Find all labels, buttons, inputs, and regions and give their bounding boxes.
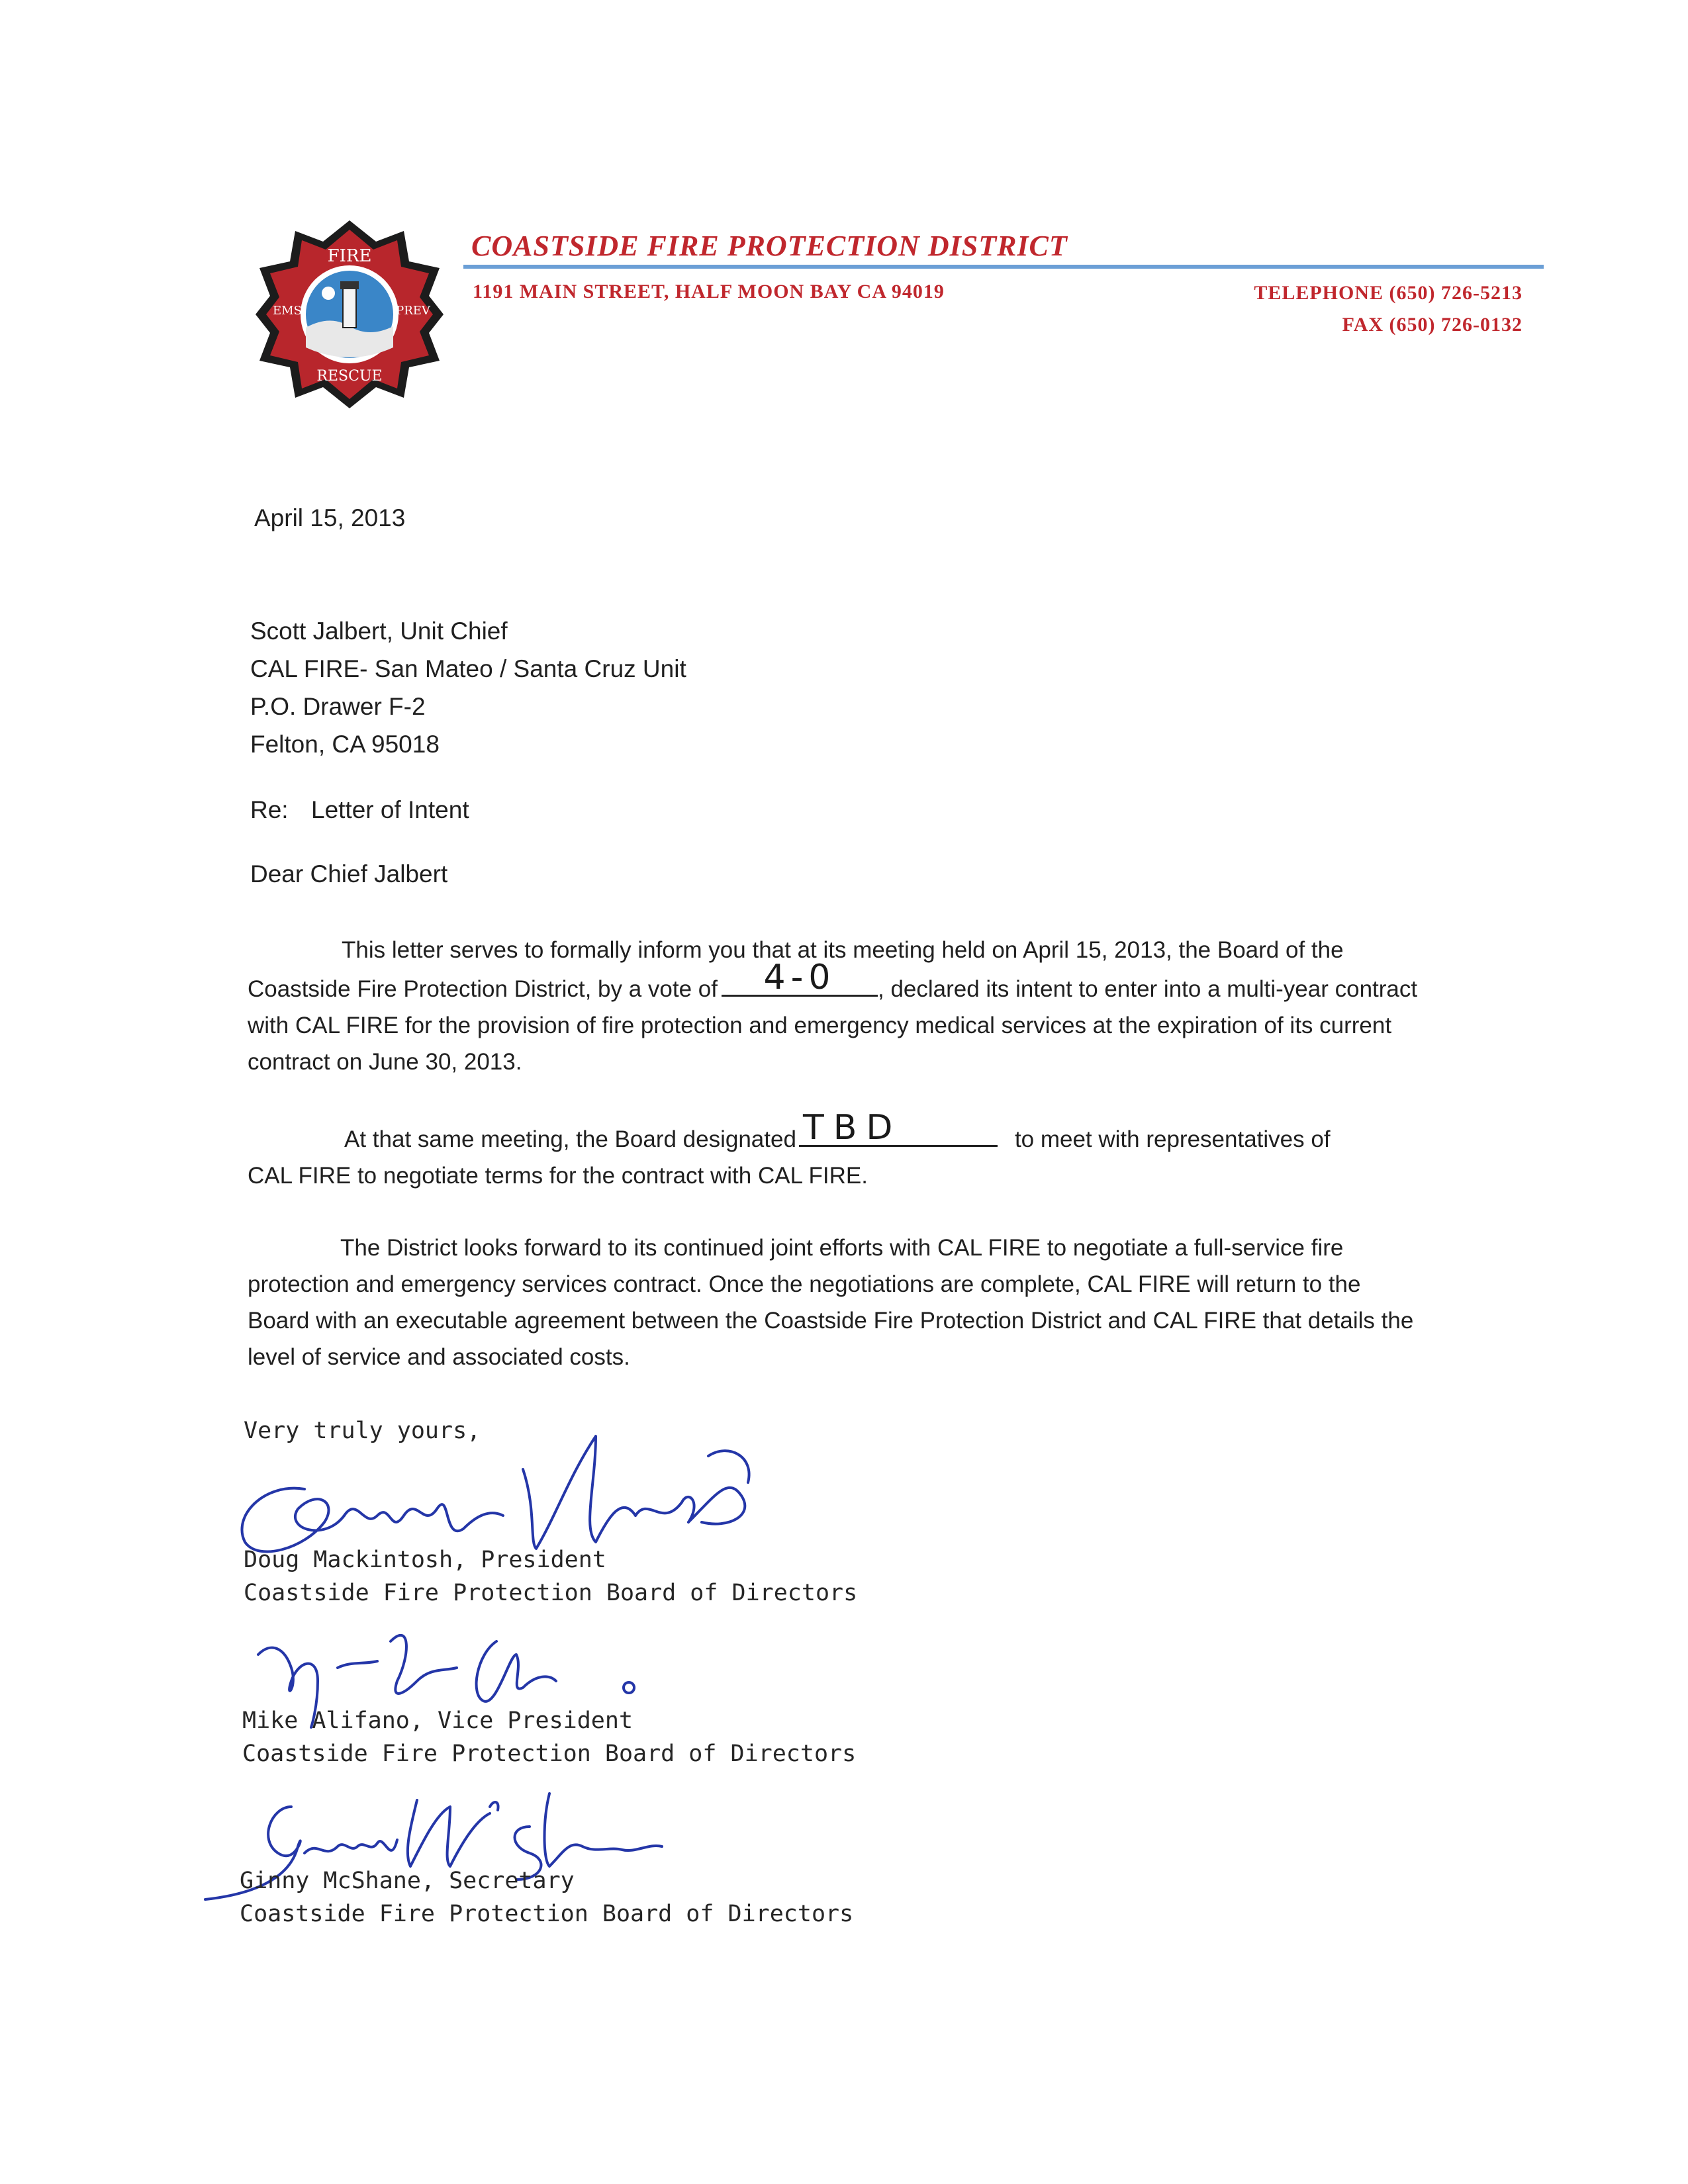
recipient-line-3: P.O. Drawer F-2 — [250, 693, 426, 720]
letterhead-address: 1191 MAIN STREET, HALF MOON BAY CA 94019 — [473, 281, 945, 302]
letter-date: April 15, 2013 — [254, 504, 406, 531]
re-subject: Letter of Intent — [311, 796, 469, 823]
para1-line-2-after: , declared its intent to enter into a multi-year contract — [878, 976, 1418, 1002]
svg-text:FIRE: FIRE — [327, 246, 372, 266]
para1-line-3: with CAL FIRE for the provision of fire protection and emergency medical services at the expiration of its current — [248, 1013, 1392, 1038]
paragraph-1 — [248, 932, 1452, 1080]
signature-doug-mackintosh — [225, 1416, 794, 1569]
para3-line-1: The District looks forward to its continued joint efforts with CAL FIRE to negotiate a full-service fire — [340, 1235, 1344, 1261]
vote-handwritten: 4-0 — [763, 958, 836, 997]
letterhead-fax: FAX (650) 726-0132 — [1342, 314, 1523, 336]
re-label: Re: — [250, 796, 289, 823]
vote-blank — [722, 958, 878, 997]
recipient-line-1: Scott Jalbert, Unit Chief — [250, 617, 508, 645]
para1-line-4: contract on June 30, 2013. — [248, 1049, 522, 1075]
svg-text:EMS: EMS — [273, 304, 302, 318]
logo-label-prev — [396, 304, 431, 318]
signatory-3-org: Coastside Fire Protection Board of Directors — [240, 1901, 854, 1927]
closing: Very truly yours, — [244, 1418, 481, 1444]
signatory-3-name: Ginny McShane, Secretary — [240, 1868, 575, 1894]
signatory-1-name: Doug Mackintosh, President — [244, 1547, 606, 1573]
para3-line-4: level of service and associated costs. — [248, 1344, 630, 1370]
designee-blank — [799, 1108, 998, 1148]
para1-line-1: This letter serves to formally inform you that at its meeting held on April 15, 2013, the Board of the — [342, 937, 1344, 963]
logo-label-rescue — [316, 368, 382, 385]
recipient-line-2: CAL FIRE- San Mateo / Santa Cruz Unit — [250, 655, 686, 682]
logo-label-fire — [328, 246, 372, 266]
para2-line-2: CAL FIRE to negotiate terms for the contract with CAL FIRE. — [248, 1163, 868, 1189]
svg-text:RESCUE: RESCUE — [316, 368, 383, 385]
fire-district-logo — [250, 215, 449, 414]
para2-line-1-before: At that same meeting, the Board designated — [344, 1126, 796, 1152]
letterhead-org-name: COASTSIDE FIRE PROTECTION DISTRICT — [471, 230, 1068, 262]
svg-text:PREV: PREV — [396, 304, 430, 318]
designee-handwritten: TBD — [802, 1108, 902, 1148]
salutation: Dear Chief Jalbert — [250, 860, 448, 887]
signatory-2-name: Mike Alifano, Vice President — [242, 1707, 633, 1734]
para2-line-1-after: to meet with representatives of — [1014, 1126, 1331, 1152]
letterhead-telephone: TELEPHONE (650) 726-5213 — [1254, 282, 1523, 304]
paragraph-2 — [248, 1108, 1452, 1194]
para3-line-2: protection and emergency services contract. Once the negotiations are complete, CAL FIRE will return to the — [248, 1271, 1361, 1297]
logo-label-ems — [273, 304, 302, 318]
para3-line-3: Board with an executable agreement between the Coastside Fire Protection District and CAL FIRE that details the — [248, 1308, 1414, 1334]
paragraph-3 — [248, 1230, 1452, 1375]
signatory-2-org: Coastside Fire Protection Board of Directors — [242, 1741, 857, 1767]
para1-line-2-before: Coastside Fire Protection District, by a vote of — [248, 976, 718, 1002]
recipient-line-4: Felton, CA 95018 — [250, 731, 440, 758]
signatory-1-org: Coastside Fire Protection Board of Directors — [244, 1580, 858, 1606]
letterhead-rule — [463, 265, 1544, 269]
